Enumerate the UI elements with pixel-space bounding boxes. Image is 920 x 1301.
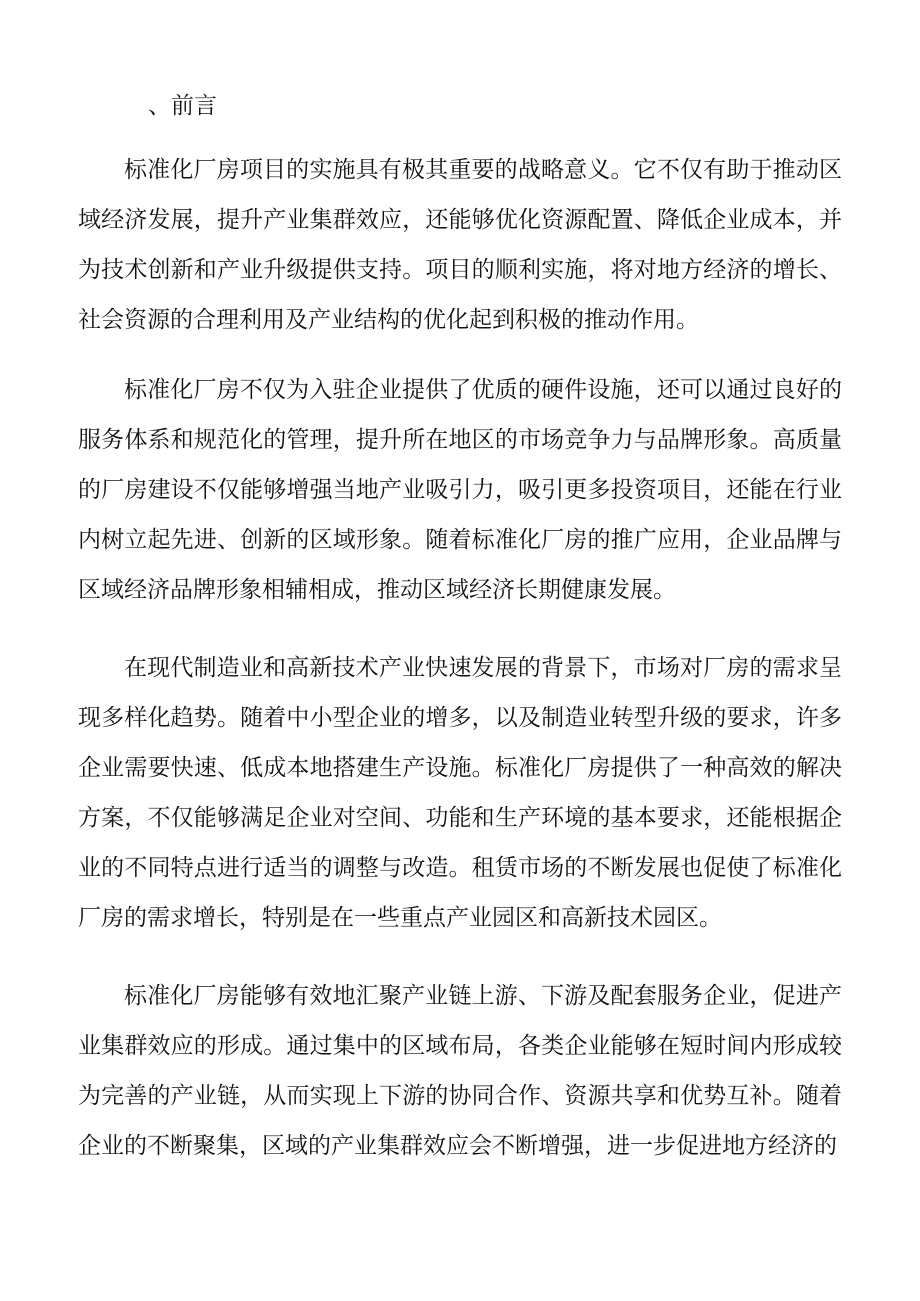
paragraph-1: 标准化厂房项目的实施具有极其重要的战略意义。它不仅有助于推动区域经济发展，提升产业集群效应，还能够优化资源配置、降低企业成本，并为技术创新和产业升级提供支持。项目的顺利实施，将对地方经济的增长、社会资源的合理利用及产业结构的优化起到积极的推动作用。 [78,157,842,333]
paragraph-4: 标准化厂房能够有效地汇聚产业链上游、下游及配套服务企业，促进产业集群效应的形成。通过集中的区域布局，各类企业能够在短时间内形成较为完善的产业链，从而实现上下游的协同合作、资源共享和优势互补。随着企业的不断聚集，区域的产业集群效应会不断增强，进一步促进地方经济的 [78,983,842,1159]
paragraph-2: 标准化厂房不仅为入驻企业提供了优质的硬件设施，还可以通过良好的服务体系和规范化的管理，提升所在地区的市场竞争力与品牌形象。高质量的厂房建设不仅能够增强当地产业吸引力，吸引更多投资项目，还能在行业内树立起先进、创新的区域形象。随着标准化厂房的推广应用，企业品牌与区域经济品牌形象相辅相成，推动区域经济长期健康发展。 [78,377,842,603]
section-heading: 、前言 [148,93,217,119]
paragraph-3: 在现代制造业和高新技术产业快速发展的背景下，市场对厂房的需求呈现多样化趋势。随着中小型企业的增多，以及制造业转型升级的要求，许多企业需要快速、低成本地搭建生产设施。标准化厂房提供了一种高效的解决方案，不仅能够满足企业对空间、功能和生产环境的基本要求，还能根据企业的不同特点进行适当的调整与改造。租赁市场的不断发展也促使了标准化厂房的需求增长，特别是在一些重点产业园区和高新技术园区。 [78,655,842,931]
